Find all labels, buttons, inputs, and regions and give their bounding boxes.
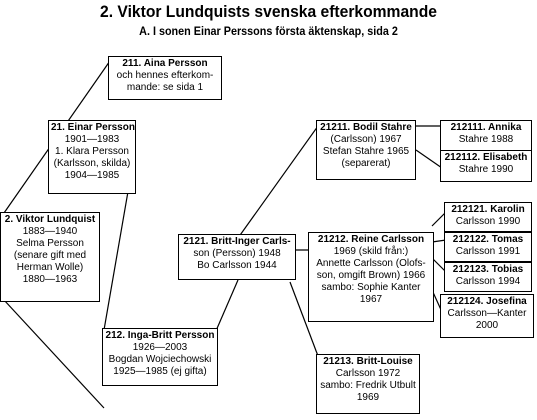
line-21-to-212 (104, 180, 130, 330)
person-line: Carlsson 1994 (455, 276, 521, 287)
person-line: Carlsson 1972 (335, 368, 401, 379)
person-line: son, omgift Brown) 1966 (316, 270, 426, 281)
person-line: 1926—2003 (132, 342, 188, 353)
person-box-21 (48, 120, 136, 194)
person-line: 1969 (skild från:) (333, 246, 409, 257)
person-line: sambo: Sophie Kanter (321, 282, 421, 293)
person-line: (Carlsson) 1967 (330, 134, 402, 145)
person-line: och hennes efterkom- (116, 70, 214, 81)
person-line: Carlsson 1991 (455, 246, 521, 257)
person-line: 212124. Josefina (447, 296, 527, 307)
line-2121-to-21211 (238, 126, 318, 238)
person-line: Herman Wolle) (16, 262, 84, 273)
person-box-212 (102, 328, 218, 386)
person-line: Carlsson—Kanter (447, 308, 527, 319)
person-line: (senare gift med (13, 250, 87, 261)
person-line: 212121. Karolin (451, 204, 525, 215)
person-line: Stahre 1990 (458, 164, 514, 175)
person-line: 1925—1985 (ej gifta) (113, 366, 207, 377)
person-box-212124 (440, 294, 534, 338)
person-line: 21. Einar Persson (51, 122, 135, 133)
person-line: 212122. Tomas (452, 234, 524, 245)
person-line: 1969 (356, 392, 380, 403)
person-line: mande: se sida 1 (126, 82, 204, 93)
person-box-21212 (308, 232, 434, 322)
person-line: Selma Persson (16, 238, 84, 249)
person-line: 212111. Annika (450, 122, 522, 133)
person-line: 2121. Britt-Inger Carls- (183, 236, 291, 247)
person-line: Bo Carlsson 1944 (197, 260, 277, 271)
person-box-2 (0, 212, 100, 302)
person-box-212121 (444, 202, 532, 232)
person-line: 1883—1940 (22, 226, 78, 237)
line-21211-to-212112 (416, 150, 442, 168)
person-line: Stefan Stahre 1965 (322, 146, 410, 157)
person-line: 211. Aina Persson (122, 58, 208, 69)
person-box-212122 (444, 232, 532, 262)
person-line: son (Persson) 1948 (193, 248, 281, 259)
person-box-21211 (316, 120, 416, 180)
person-line: (separerat) (341, 158, 391, 169)
person-line: Bogdan Wojciechowski (108, 354, 212, 365)
person-box-212112 (440, 150, 532, 182)
person-line: 1967 (359, 294, 383, 305)
person-line: Annette Carlsson (Olofs- (316, 258, 426, 269)
person-line: 1880—1963 (22, 274, 78, 285)
person-line: 21212. Reine Carlsson (317, 234, 425, 245)
person-line: 2. Viktor Lundquist (4, 214, 96, 225)
person-line: 212. Inga-Britt Persson (105, 330, 215, 341)
person-line: 1. Klara Persson (55, 146, 129, 157)
person-line: 212112. Elisabeth (444, 152, 528, 163)
person-box-211 (108, 56, 222, 100)
person-line: 21213. Britt-Louise (323, 356, 413, 367)
person-box-2121 (178, 234, 296, 280)
person-box-212123 (444, 262, 532, 292)
person-line: 21211. Bodil Stahre (320, 122, 412, 133)
person-line: sambo: Fredrik Utbult (320, 380, 416, 391)
person-box-212111 (440, 120, 532, 152)
page-subtitle: A. I sonen Einar Perssons första äktenskap, sida 2 (139, 24, 398, 38)
person-line: 1901—1983 (64, 134, 120, 145)
person-box-21213 (316, 354, 420, 414)
line-2-to-212 (4, 300, 104, 408)
person-line: 2000 (475, 320, 499, 331)
person-line: 1904—1985 (64, 170, 120, 181)
person-line: (Karlsson, skilda) (53, 158, 131, 169)
person-line: Carlsson 1990 (455, 216, 521, 227)
person-line: Stahre 1988 (458, 134, 514, 145)
page-title: 2. Viktor Lundquists svenska efterkommande (100, 2, 437, 21)
person-line: 212123. Tobias (452, 264, 524, 275)
